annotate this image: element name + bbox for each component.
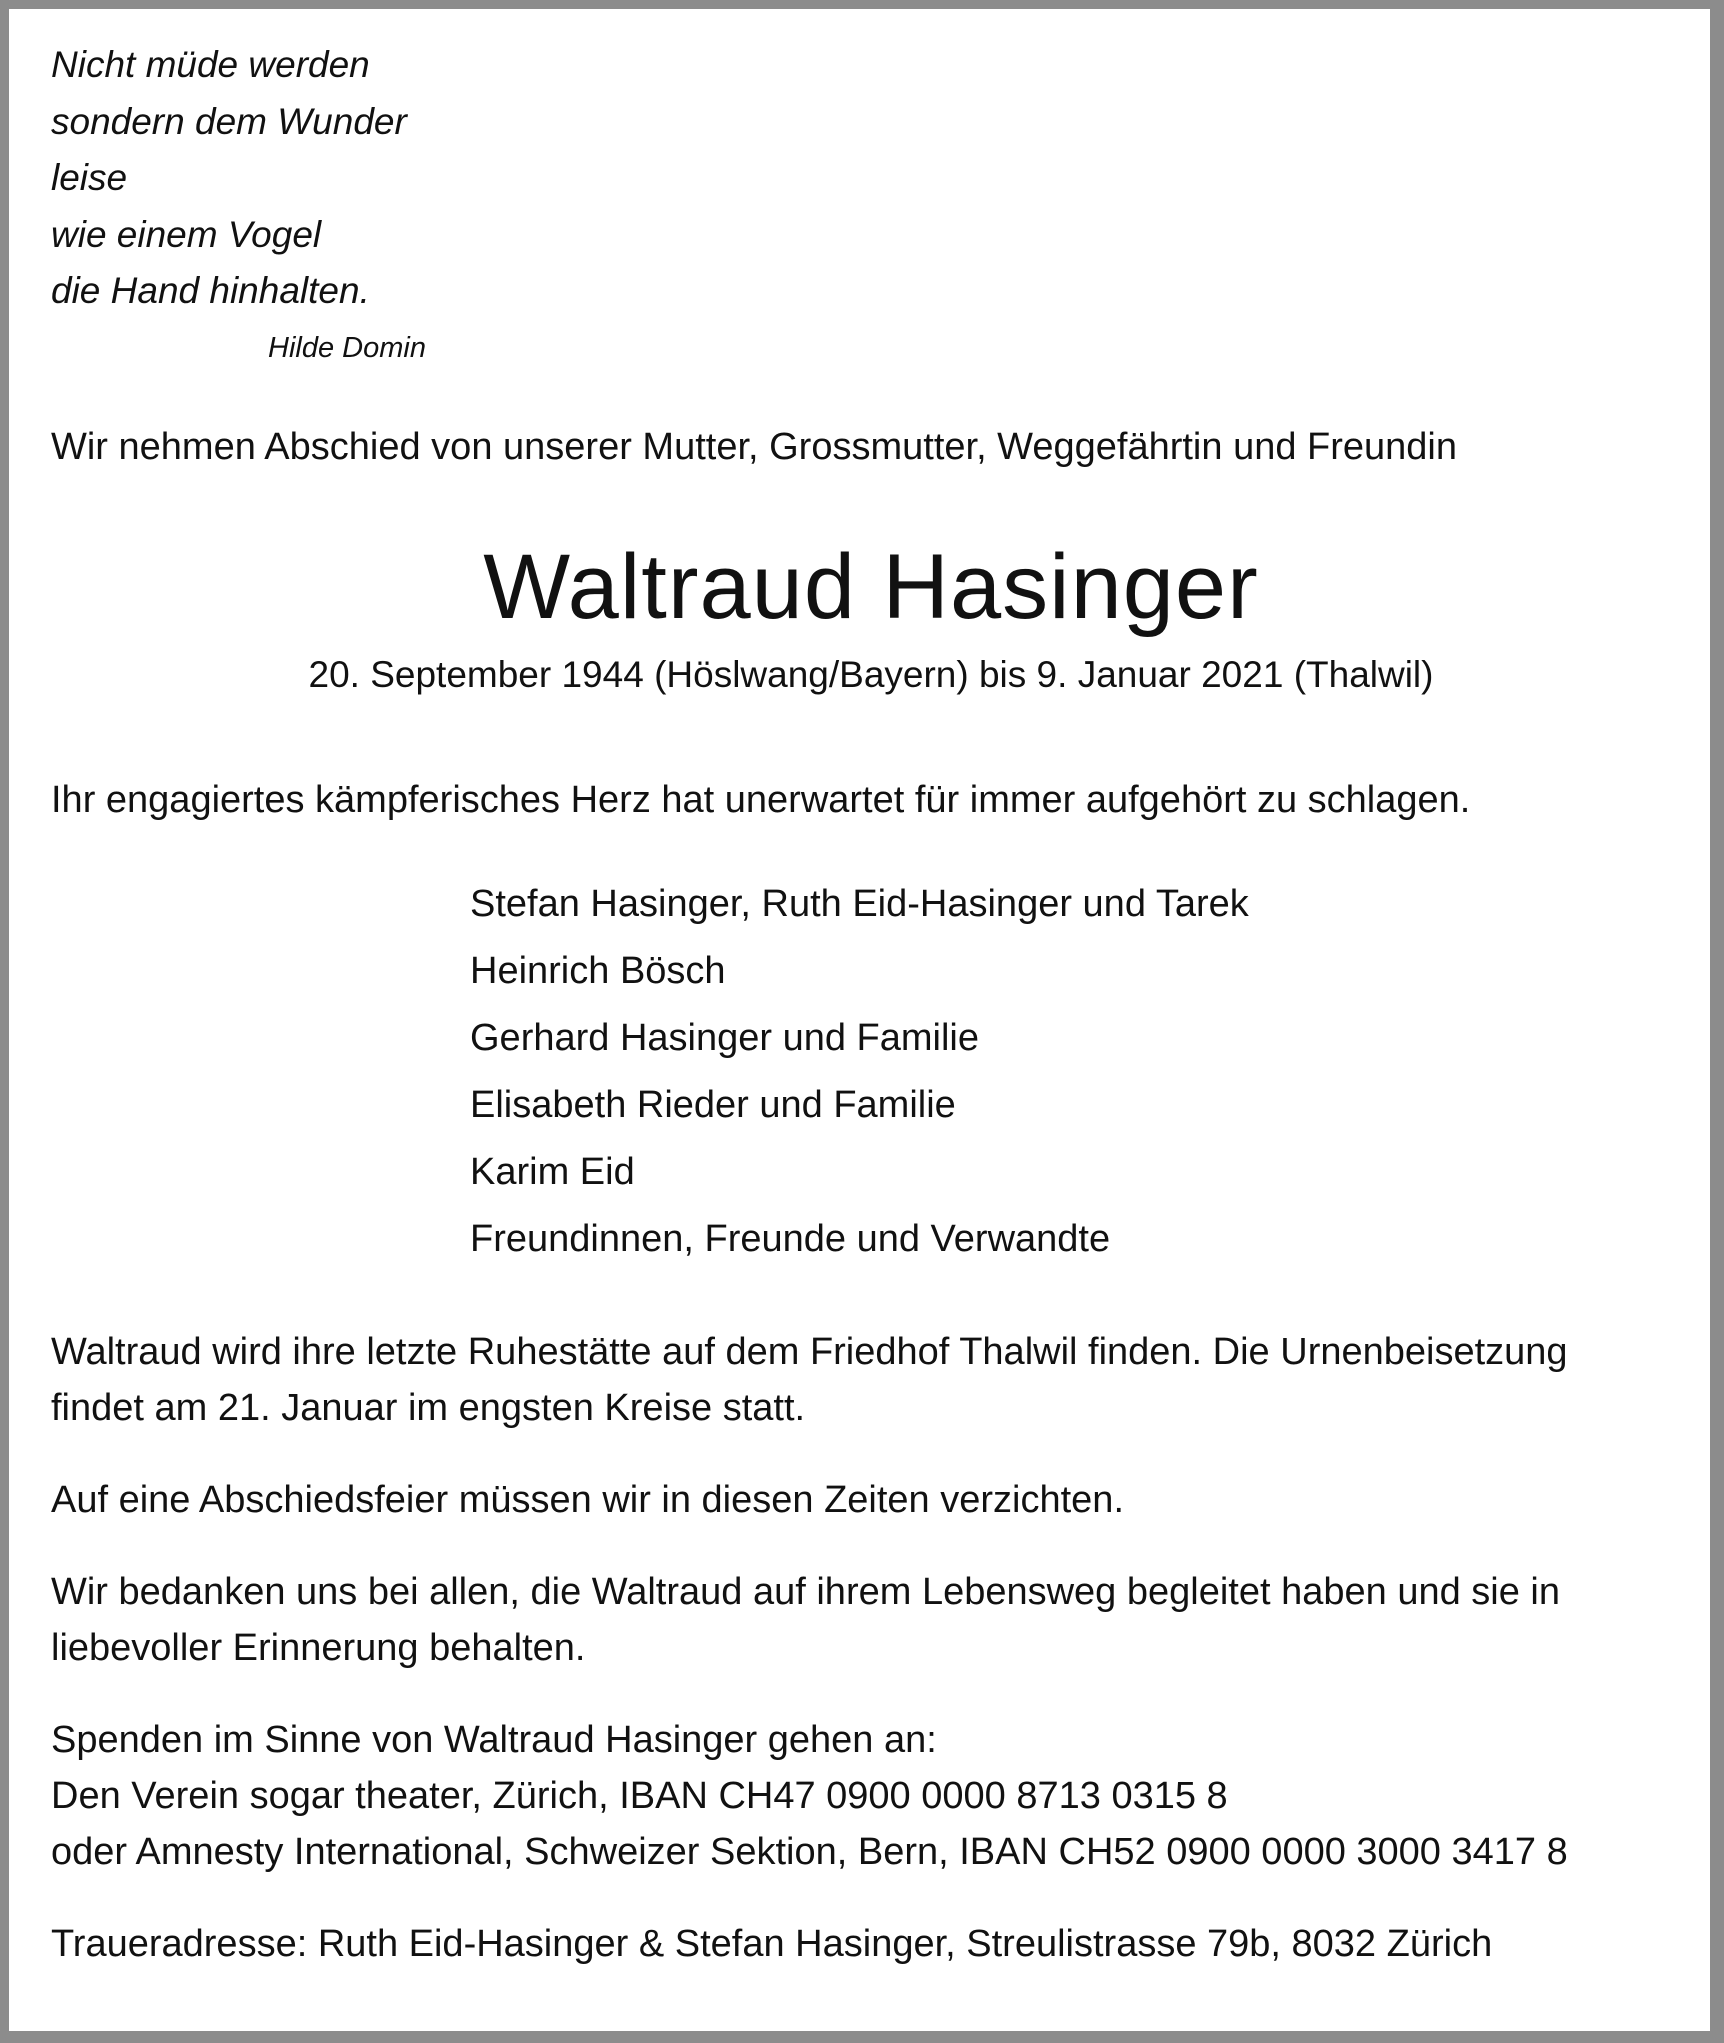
burial-paragraph xyxy=(51,1324,1691,1436)
farewell-note xyxy=(51,1472,1691,1528)
poem-line: wie einem Vogel xyxy=(51,213,322,255)
mourner-entry: Gerhard Hasinger und Familie xyxy=(470,1016,980,1059)
thanks-line: Wir bedanken uns bei allen, die Waltraud auf ihrem Lebensweg begleitet haben und sie in xyxy=(51,1570,1560,1613)
mourner-entry: Karim Eid xyxy=(470,1150,635,1193)
thanks-paragraph xyxy=(51,1564,1691,1676)
poem-line: die Hand hinhalten. xyxy=(51,270,370,311)
mourning-address xyxy=(51,1916,1691,1972)
address-line: Traueradresse: Ruth Eid-Hasinger & Stefan Hasinger, Streulistrasse 79b, 8032 Zürich xyxy=(51,1922,1493,1965)
poem-quote xyxy=(51,37,1691,320)
donations-line: Spenden im Sinne von Waltraud Hasinger gehen an: xyxy=(51,1718,937,1761)
burial-line: Waltraud wird ihre letzte Ruhestätte auf dem Friedhof Thalwil finden. Die Urnenbeisetzung xyxy=(51,1330,1568,1373)
notice-content xyxy=(51,37,1691,1972)
poem-line: sondern dem Wunder xyxy=(51,100,407,142)
thanks-line: liebevoller Erinnerung behalten. xyxy=(51,1626,586,1669)
farewell-note-line: Auf eine Abschiedsfeier müssen wir in diesen Zeiten verzichten. xyxy=(51,1478,1124,1521)
mourner-entry: Elisabeth Rieder und Familie xyxy=(470,1083,956,1126)
mourner-entry: Heinrich Bösch xyxy=(470,949,726,992)
deceased-name: Waltraud Hasinger xyxy=(483,535,1259,638)
donations-line: Den Verein sogar theater, Zürich, IBAN CH47 0900 0000 8713 0315 8 xyxy=(51,1774,1228,1817)
mourner-entry: Freundinnen, Freunde und Verwandte xyxy=(470,1217,1111,1260)
donations-line: oder Amnesty International, Schweizer Sektion, Bern, IBAN CH52 0900 0000 3000 3417 8 xyxy=(51,1830,1568,1873)
burial-line: findet am 21. Januar im engsten Kreise statt. xyxy=(51,1386,806,1429)
mourners-list xyxy=(470,871,1691,1273)
heart-statement: Ihr engagiertes kämpferisches Herz hat unerwartet für immer aufgehört zu schlagen. xyxy=(51,778,1471,821)
mourner-entry: Stefan Hasinger, Ruth Eid-Hasinger und Tarek xyxy=(470,882,1249,925)
poem-line: leise xyxy=(51,157,128,198)
poem-line: Nicht müde werden xyxy=(51,44,370,85)
donations-paragraph xyxy=(51,1712,1691,1880)
farewell-intro: Wir nehmen Abschied von unserer Mutter, Grossmutter, Weggefährtin und Freundin xyxy=(51,425,1457,468)
life-dates: 20. September 1944 (Höslwang/Bayern) bis 9. Januar 2021 (Thalwil) xyxy=(308,653,1434,695)
poem-author: Hilde Domin xyxy=(268,331,426,364)
